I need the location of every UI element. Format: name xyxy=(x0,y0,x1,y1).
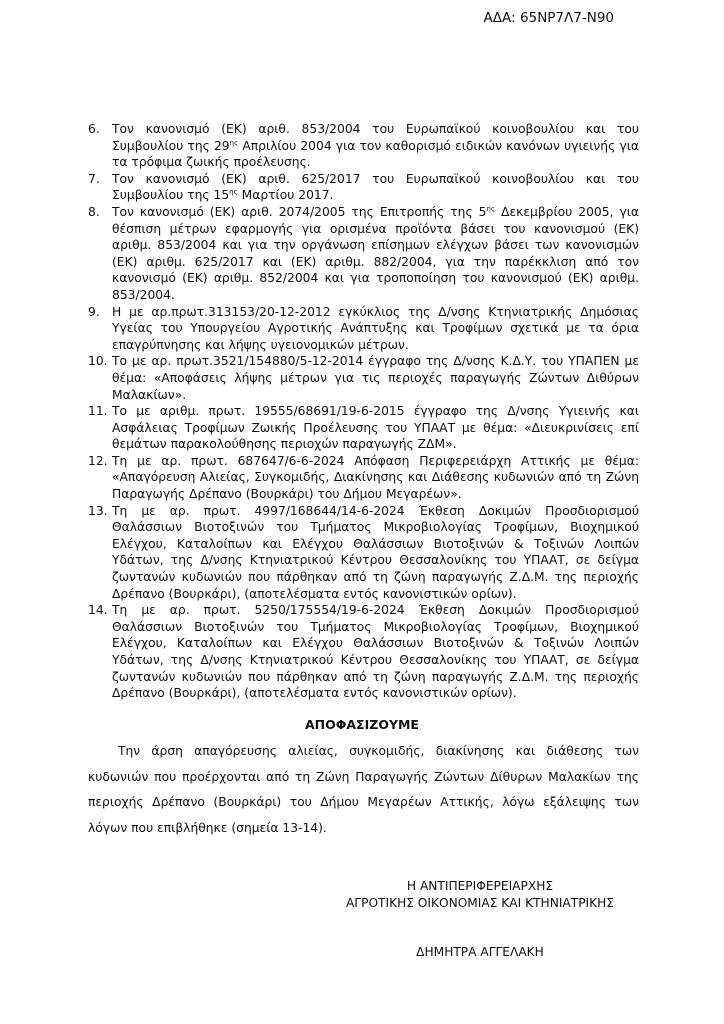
reference-text: Τη με αρ. πρωτ. 5250/175554/19-6-2024 Έκθεση Δοκιμών Προσδιορισμού Θαλάσσιων Βιοτοξινών του Τμήματος Μικροβιολογίας Τροφίμων, Βιοχημικού Ελέγχου, Καταλοίπων και Ελέγχου Θαλάσσιων Βιοτοξινών & Τοξινών Λοιπών Υδάτων, της Δ/νσης Κτηνιατρικού Κέντρου Θεσσαλονίκης του ΥΠΑΑΤ, σε δείγμα ζωντανών κυδωνιών που πάρθηκαν από τη ζώνη παραγωγής Ζ.Δ.Μ. της περιοχής Δρέπανο (Βουρκάρι), (αποτελέσματα εντός κανονιστικών ορίων). xyxy=(112,603,639,701)
reference-text-continued: Μαρτίου 2017. xyxy=(237,188,334,203)
reference-item xyxy=(88,304,639,354)
ordinal-suffix: ης xyxy=(229,138,239,147)
reference-item xyxy=(88,171,639,204)
reference-text: Τον κανονισμό (ΕΚ) αριθ. 2074/2005 της Επιτροπής της 5 xyxy=(112,204,487,219)
reference-item xyxy=(88,353,639,403)
reference-number: 7. xyxy=(88,171,100,186)
reference-item xyxy=(88,403,639,453)
reference-item xyxy=(88,602,639,702)
reference-item xyxy=(88,204,639,304)
reference-text: Η με αρ.πρωτ.313153/20-12-2012 εγκύκλιος της Δ/νσης Κτηνιατρικής Δημόσιας Υγείας του Υπουργείου Αγροτικής Ανάπτυξης και Τροφίμων σχετικά με τα όρια επαγρύπνησης και λήψης υγειονομικών μέτρων. xyxy=(112,304,639,352)
ordinal-suffix: ης xyxy=(229,188,238,197)
reference-number: 9. xyxy=(88,304,100,319)
decision-heading: ΑΠΟΦΑΣΙΖΟΥΜΕ xyxy=(305,717,419,732)
reference-text: Το με αριθμ. πρωτ. 19555/68691/19-6-2015 έγγραφο της Δ/νσης Υγιεινής και Ασφάλειας Τροφίμων Ζωικής Προέλευσης του ΥΠΑΑΤ με θέμα: «Διευκρινίσεις επί θεμάτων παρακολούθησης περιοχών παραγωγής ΖΔΜ». xyxy=(112,404,639,452)
reference-text: Τον κανονισμό (ΕΚ) αριθ. 625/2017 του Ευρωπαϊκού κοινοβουλίου και του Συμβουλίου της 15 xyxy=(112,171,639,203)
reference-item xyxy=(88,453,639,503)
legal-references-list xyxy=(88,121,639,702)
reference-number: 13. xyxy=(88,503,108,518)
reference-text-continued: Δεκεμβρίου 2005, για θέσπιση μέτρων εφαρμογής για ορισμένα προϊόντα βάσει του κανονισμού (ΕΚ) αριθμ. 853/2004 και για την οργάνωση επίσημων ελέγχων βάσει των κανονισμών (ΕΚ) αριθμ. 625/2017 και (ΕΚ) αριθμ. 882/2004, για την παρέκκλιση από τον κανονισμό (ΕΚ) αριθμ. 852/2004 και για τροποποίηση του κανονισμού (ΕΚ) αριθμ. 853/2004. xyxy=(112,204,639,302)
reference-number: 6. xyxy=(88,122,100,136)
reference-text: Τη με αρ. πρωτ. 687647/6-6-2024 Απόφαση Περιφερειάρχη Αττικής με θέμα: «Απαγόρευση Αλιείας, Συγκομιδής, Διακίνησης και Διάθεσης κυδωνιών από τη Ζώνη Παραγωγής Δρέπανο (Βουρκάρι) του Δήμου Μεγαρέων». xyxy=(112,453,639,502)
reference-text: Το με αρ. πρωτ.3521/154880/5-12-2014 έγγραφο της Δ/νσης Κ.Δ.Υ. του ΥΠΑΠΕΝ με θέμα: «Αποφάσεις λήψης μέτρων για τις περιοχές παραγωγής Ζώντων Διθύρων Μαλακίων». xyxy=(112,354,639,402)
reference-item xyxy=(88,121,639,171)
reference-number: 14. xyxy=(88,603,108,618)
signatory-department: ΑΓΡΟΤΙΚΗΣ ΟΙΚΟΝΟΜΙΑΣ ΚΑΙ ΚΤΗΝΙΑΤΡΙΚΗΣ xyxy=(345,896,615,910)
ada-code: ΑΔΑ: 65ΝΡ7Λ7-Ν90 xyxy=(483,10,614,26)
reference-number: 12. xyxy=(88,453,108,468)
signature-block xyxy=(340,878,620,912)
signatory-name: ΔΗΜΗΤΡΑ ΑΓΓΕΛΑΚΗ xyxy=(416,945,544,959)
ordinal-suffix: ης xyxy=(486,204,496,213)
reference-number: 8. xyxy=(88,204,100,219)
reference-item xyxy=(88,503,639,603)
reference-number: 10. xyxy=(88,354,108,369)
reference-number: 11. xyxy=(88,404,108,419)
reference-text-continued: Απριλίου 2004 για τον καθορισμό ειδικών κανόνων υγιεινής για τα τρόφιμα ζωικής προέλευσης. xyxy=(112,138,640,170)
decision-text: Την άρση απαγόρευσης αλιείας, συγκομιδής, διακίνησης και διάθεσης των κυδωνιών που προέρχονται από τη Ζώνη Παραγωγής Ζώντων Δίθυρων Μαλακίων της περιοχής Δρέπανο (Βουρκάρι) του Δήμου Μεγαρέων Αττικής, λόγω εξάλειψης των λόγων που επιβλήθηκε (σημεία 13-14). xyxy=(88,744,639,835)
reference-text: Τη με αρ. πρωτ. 4997/168644/14-6-2024 Έκθεση Δοκιμών Προσδιορισμού Θαλάσσιων Βιοτοξινών του Τμήματος Μικροβιολογίας Τροφίμων, Βιοχημικού Ελέγχου, Καταλοίπων και Ελέγχου Θαλάσσιων Βιοτοξινών & Τοξινών Λοιπών Υδάτων, της Δ/νσης Κτηνιατρικού Κέντρου Θεσσαλονίκης του ΥΠΑΑΤ, σε δείγμα ζωντανών κυδωνιών που πάρθηκαν από τη ζώνη παραγωγής Ζ.Δ.Μ. της περιοχής Δρέπανο (Βουρκάρι), (αποτελέσματα εντός κανονιστικών ορίων). xyxy=(112,503,639,601)
reference-text: Τον κανονισμό (ΕΚ) αριθ. 853/2004 του Ευρωπαϊκού κοινοβουλίου και του Συμβουλίου της 29 xyxy=(112,122,639,153)
signatory-title: Η ΑΝΤΙΠΕΡΙΦΕΡΕΙΑΡΧΗΣ xyxy=(406,879,554,893)
